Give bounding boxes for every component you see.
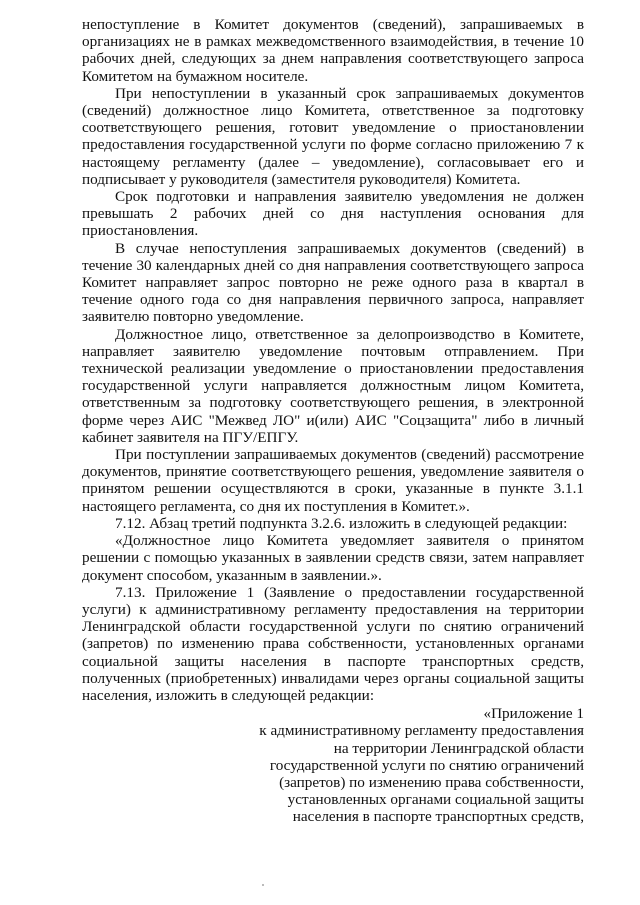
appendix-header [82, 705, 584, 825]
paragraph-8: «Должностное лицо Комитета уведомляет заявителя о принятом решении с помощью указанных в заявлении средств связи, затем направляет документ способом, указанным в заявлении.». [82, 532, 584, 584]
paragraph-2: При непоступлении в указанный срок запрашиваемых документов (сведений) должностное лицо Комитета, ответственное за подготовку соответствующего решения, готовит уведомление о приостановлении предоставления государственной услуги по форме согласно приложению 7 к настоящему регламенту (далее – уведомление), согласовывает его и подписывает у руководителя (заместителя руководителя) Комитета. [82, 84, 584, 188]
appendix-line-3: на территории Ленинградской области [333, 739, 584, 757]
appendix-line-2: к административному регламенту предоставления [259, 722, 584, 740]
paragraph-5: Должностное лицо, ответственное за делопроизводство в Комитете, направляет заявителю уведомление почтовым отправлением. При технической реализации уведомление о приостановлении предоставления государственной услуги направляется должностным лицом Комитета, ответственным за подготовку соответствующего решения, в электронной форме через АИС "Межвед ЛО" и(или) АИС "Соцзащита" либо в личный кабинет заявителя на ПГУ/ЕПГУ. [82, 325, 584, 446]
paragraph-6: При поступлении запрашиваемых документов (сведений) рассмотрение документов, принятие соответствующего решения, уведомление заявителя о принятом решении осуществляются в сроки, указанные в пункте 3.1.1 настоящего регламента, со дня их поступления в Комитет.». [82, 446, 584, 515]
document-page [82, 16, 584, 826]
appendix-line-4: государственной услуги по снятию ограничений [269, 756, 584, 774]
paragraph-9: 7.13. Приложение 1 (Заявление о предоставлении государственной услуги) к административному регламенту предоставления на территории Ленинградской области государственной услуги по снятию ограничений (запретов) по изменению права собственности, установленных органами социальной защиты населения в паспорте транспортных средств, полученных (приобретенных) инвалидами через органы социальной защиты населения, изложить в следующей редакции: [82, 583, 584, 704]
scan-speck [262, 884, 264, 886]
paragraph-7: 7.12. Абзац третий подпункта 3.2.6. изложить в следующей редакции: [115, 514, 568, 532]
appendix-line-1: «Приложение 1 [483, 705, 584, 723]
paragraph-1: непоступление в Комитет документов (сведений), запрашиваемых в организациях не в рамках межведомственного взаимодействия, в течение 10 рабочих дней, следующих за днем направления соответствующего запроса Комитетом на бумажном носителе. [82, 16, 584, 85]
paragraph-4: В случае непоступления запрашиваемых документов (сведений) в течение 30 календарных дней со дня направления соответствующего запроса Комитет направляет запрос повторно не реже одного раза в квартал в течение одного года со дня направления первичного запроса, направляет заявителю повторно уведомление. [82, 239, 584, 326]
appendix-line-5: (запретов) по изменению права собственности, [279, 773, 584, 791]
appendix-line-6: установленных органами социальной защиты [287, 791, 584, 809]
paragraph-3: Срок подготовки и направления заявителю уведомления не должен превышать 2 рабочих дней со дня наступления основания для приостановления. [82, 188, 584, 240]
appendix-line-7: населения в паспорте транспортных средств, [292, 808, 584, 826]
